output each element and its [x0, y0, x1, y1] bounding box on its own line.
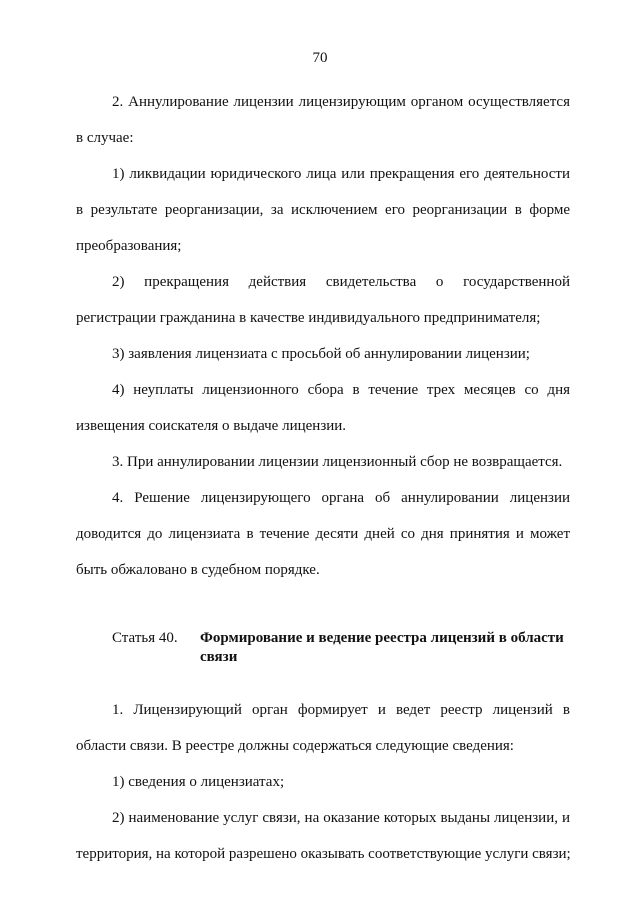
paragraph-3-line-1: 3. При аннулировании лицензии лицензионный сбор не возвращается. — [112, 454, 563, 470]
item-1-line-2: в результате реорганизации, за исключением его реорганизации в форме — [76, 202, 570, 218]
paragraph-4-line-3: быть обжаловано в судебном порядке. — [76, 562, 320, 578]
article-title-line-1: Формирование и ведение реестра лицензий в области — [200, 630, 564, 646]
item-1-line-3: преобразования; — [76, 238, 182, 254]
item-2-line-2: регистрации гражданина в качестве индивидуального предпринимателя; — [76, 310, 541, 326]
article-paragraph-1-line-2: области связи. В реестре должны содержаться следующие сведения: — [76, 738, 514, 754]
item-1-line-1: 1) ликвидации юридического лица или прекращения его деятельности — [112, 166, 570, 182]
page-number: 70 — [312, 50, 328, 66]
article-label: Статья 40. — [112, 630, 178, 646]
article-paragraph-1-line-1: 1. Лицензирующий орган формирует и ведет реестр лицензий в — [112, 702, 570, 718]
paragraph-2-line-1: 2. Аннулирование лицензии лицензирующим органом осуществляется — [112, 94, 570, 110]
article-item-1-line-1: 1) сведения о лицензиатах; — [112, 774, 285, 790]
item-4-line-2: извещения соискателя о выдаче лицензии. — [76, 418, 347, 434]
paragraph-2-line-2: в случае: — [76, 130, 134, 146]
item-2-line-1: 2) прекращения действия свидетельства о государственной — [112, 274, 570, 290]
article-item-2-line-2: территория, на которой разрешено оказывать соответствующие услуги связи; — [76, 846, 571, 862]
paragraph-4-line-1: 4. Решение лицензирующего органа об аннулировании лицензии — [112, 490, 570, 506]
item-4-line-1: 4) неуплаты лицензионного сбора в течение трех месяцев со дня — [112, 382, 570, 398]
article-item-2-line-1: 2) наименование услуг связи, на оказание которых выданы лицензии, и — [112, 810, 570, 826]
item-3-line-1: 3) заявления лицензиата с просьбой об аннулировании лицензии; — [112, 346, 530, 362]
paragraph-4-line-2: доводится до лицензиата в течение десяти дней со дня принятия и может — [76, 526, 570, 542]
article-title-line-2: связи — [200, 649, 238, 665]
